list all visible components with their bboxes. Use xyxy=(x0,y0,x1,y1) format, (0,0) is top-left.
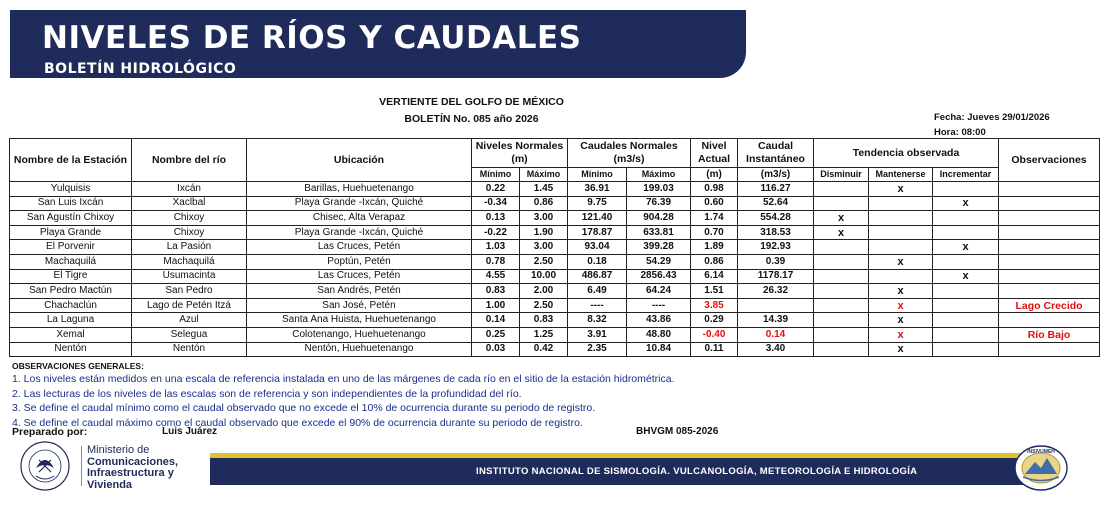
location-cell: San José, Petén xyxy=(247,298,472,313)
flow-min-cell: 121.40 xyxy=(568,211,627,226)
current-level-cell: 0.86 xyxy=(691,254,738,269)
station-cell: Playa Grande xyxy=(10,225,132,240)
river-cell: Selegua xyxy=(132,327,247,342)
page-title: NIVELES DE RÍOS Y CAUDALES xyxy=(42,20,582,56)
header-current-level: Nivel Actual xyxy=(691,139,738,168)
table-row xyxy=(10,269,1100,284)
header-level-min: Mínimo xyxy=(472,168,520,182)
trend-increase-cell xyxy=(933,254,999,269)
level-min-cell: -0.34 xyxy=(472,196,520,211)
location-cell: Poptún, Petén xyxy=(247,254,472,269)
current-level-cell: -0.40 xyxy=(691,327,738,342)
flow-min-cell: 486.87 xyxy=(568,269,627,284)
trend-increase-cell xyxy=(933,225,999,240)
station-cell: Machaquilá xyxy=(10,254,132,269)
table-row xyxy=(10,254,1100,269)
flow-max-cell: ---- xyxy=(627,298,691,313)
svg-text:INSIVUMEH: INSIVUMEH xyxy=(1027,449,1055,455)
observation-note-4: 4. Se define el caudal máximo como el caudal observado que excede el 90% de ocurrencia durante su periodo de registro. xyxy=(12,416,583,429)
station-cell: Nentón xyxy=(10,342,132,357)
header-decrease: Disminuir xyxy=(814,168,869,182)
flow-max-cell: 399.28 xyxy=(627,240,691,255)
instant-flow-cell: 554.28 xyxy=(738,211,814,226)
observation-cell xyxy=(999,196,1100,211)
table-row xyxy=(10,196,1100,211)
guatemala-seal-logo xyxy=(14,440,76,492)
level-min-cell: 0.13 xyxy=(472,211,520,226)
header-flows: Caudales Normales (m3/s) xyxy=(568,139,691,168)
bulletin-code: BHVGM 085-2026 xyxy=(636,426,719,437)
footer-bar xyxy=(210,458,1052,485)
instant-flow-cell: 116.27 xyxy=(738,182,814,197)
station-cell: San Luis Ixcán xyxy=(10,196,132,211)
trend-stay-cell xyxy=(869,269,933,284)
level-max-cell: 3.00 xyxy=(520,211,568,226)
river-cell: San Pedro xyxy=(132,284,247,299)
location-cell: Chisec, Alta Verapaz xyxy=(247,211,472,226)
trend-stay-cell xyxy=(869,240,933,255)
observation-cell xyxy=(999,284,1100,299)
station-cell: El Tigre xyxy=(10,269,132,284)
page-subtitle: BOLETÍN HIDROLÓGICO xyxy=(44,61,237,77)
current-level-cell: 0.70 xyxy=(691,225,738,240)
location-cell: Las Cruces, Petén xyxy=(247,240,472,255)
ministry-line-4: Vivienda xyxy=(87,478,133,491)
observations-heading: OBSERVACIONES GENERALES: xyxy=(12,361,144,371)
level-max-cell: 2.00 xyxy=(520,284,568,299)
station-cell: Yulquisis xyxy=(10,182,132,197)
flow-min-cell: 3.91 xyxy=(568,327,627,342)
trend-decrease-cell xyxy=(814,284,869,299)
instant-flow-cell: 1178.17 xyxy=(738,269,814,284)
trend-increase-cell xyxy=(933,327,999,342)
trend-decrease-cell xyxy=(814,254,869,269)
region-heading: VERTIENTE DEL GOLFO DE MÉXICO xyxy=(379,96,564,108)
observation-cell: Río Bajo xyxy=(999,327,1100,342)
observation-cell xyxy=(999,240,1100,255)
trend-stay-cell: x xyxy=(869,342,933,357)
table-row xyxy=(10,225,1100,240)
instant-flow-cell: 192.93 xyxy=(738,240,814,255)
trend-increase-cell: x xyxy=(933,269,999,284)
current-level-cell: 0.29 xyxy=(691,313,738,328)
flow-min-cell: 36.91 xyxy=(568,182,627,197)
trend-increase-cell xyxy=(933,298,999,313)
flow-max-cell: 48.80 xyxy=(627,327,691,342)
header-observations: Observaciones xyxy=(999,139,1100,182)
table-row xyxy=(10,298,1100,313)
level-max-cell: 0.42 xyxy=(520,342,568,357)
trend-decrease-cell: x xyxy=(814,211,869,226)
observation-cell: Lago Crecido xyxy=(999,298,1100,313)
prepared-by-name: Luis Juárez xyxy=(162,426,218,437)
header-levels: Niveles Normales (m) xyxy=(472,139,568,168)
level-min-cell: 0.25 xyxy=(472,327,520,342)
observation-cell xyxy=(999,254,1100,269)
level-max-cell: 10.00 xyxy=(520,269,568,284)
observation-cell xyxy=(999,269,1100,284)
trend-decrease-cell: x xyxy=(814,225,869,240)
observation-cell xyxy=(999,225,1100,240)
station-cell: El Porvenir xyxy=(10,240,132,255)
prepared-by-label: Preparado por: xyxy=(12,426,88,438)
level-max-cell: 3.00 xyxy=(520,240,568,255)
trend-decrease-cell xyxy=(814,182,869,197)
footer-gold-stripe xyxy=(210,453,1052,458)
level-min-cell: 1.03 xyxy=(472,240,520,255)
river-cell: Lago de Petén Itzá xyxy=(132,298,247,313)
header-flow-unit: (m3/s) xyxy=(738,168,814,182)
flow-min-cell: 8.32 xyxy=(568,313,627,328)
trend-decrease-cell xyxy=(814,269,869,284)
river-cell: Usumacinta xyxy=(132,269,247,284)
header-increase: Incrementar xyxy=(933,168,999,182)
trend-decrease-cell xyxy=(814,313,869,328)
flow-max-cell: 199.03 xyxy=(627,182,691,197)
trend-stay-cell: x xyxy=(869,313,933,328)
observation-note-1: 1. Los niveles están medidos en una escala de referencia instalada en uno de las márgenes de cada río en el sitio de la estación hidrométrica. xyxy=(12,373,675,385)
ministry-logo-text xyxy=(87,445,178,491)
instant-flow-cell: 52.64 xyxy=(738,196,814,211)
instant-flow-cell: 0.14 xyxy=(738,327,814,342)
level-max-cell: 0.86 xyxy=(520,196,568,211)
institute-name: INSTITUTO NACIONAL DE SISMOLOGÍA. VULCANOLOGÍA, METEOROLOGÍA E HIDROLOGÍA xyxy=(476,466,918,477)
trend-increase-cell: x xyxy=(933,196,999,211)
ministry-line-2: Comunicaciones, xyxy=(87,455,179,468)
station-cell: Chachaclún xyxy=(10,298,132,313)
river-cell: Chixoy xyxy=(132,211,247,226)
flow-min-cell: 2.35 xyxy=(568,342,627,357)
header-flow: Caudal Instantáneo xyxy=(738,139,814,168)
trend-decrease-cell xyxy=(814,298,869,313)
level-min-cell: 0.14 xyxy=(472,313,520,328)
trend-stay-cell xyxy=(869,211,933,226)
flow-min-cell: 6.49 xyxy=(568,284,627,299)
instant-flow-cell: 0.39 xyxy=(738,254,814,269)
bulletin-number: BOLETÍN No. 085 año 2026 xyxy=(404,113,539,125)
instant-flow-cell xyxy=(738,298,814,313)
table-row xyxy=(10,342,1100,357)
observation-cell xyxy=(999,211,1100,226)
instant-flow-cell: 14.39 xyxy=(738,313,814,328)
river-cell: Xaclbal xyxy=(132,196,247,211)
station-cell: San Agustín Chixoy xyxy=(10,211,132,226)
level-max-cell: 2.50 xyxy=(520,298,568,313)
insivumeh-logo xyxy=(1013,444,1069,492)
ministry-divider xyxy=(81,446,82,486)
station-cell: Xemal xyxy=(10,327,132,342)
flow-min-cell: ---- xyxy=(568,298,627,313)
flow-max-cell: 43.86 xyxy=(627,313,691,328)
instant-flow-cell: 3.40 xyxy=(738,342,814,357)
station-cell: San Pedro Mactún xyxy=(10,284,132,299)
river-cell: Nentón xyxy=(132,342,247,357)
location-cell: Playa Grande -Ixcán, Quiché xyxy=(247,196,472,211)
flow-max-cell: 54.29 xyxy=(627,254,691,269)
header-station: Nombre de la Estación xyxy=(10,139,132,182)
level-max-cell: 0.83 xyxy=(520,313,568,328)
header-location: Ubicación xyxy=(247,139,472,182)
header-trend: Tendencia observada xyxy=(814,139,999,168)
table-body xyxy=(10,182,1100,357)
trend-increase-cell xyxy=(933,342,999,357)
general-observations xyxy=(12,361,675,430)
instant-flow-cell: 318.53 xyxy=(738,225,814,240)
header-flow-min: Mínimo xyxy=(568,168,627,182)
current-level-cell: 3.85 xyxy=(691,298,738,313)
observation-cell xyxy=(999,313,1100,328)
flow-min-cell: 93.04 xyxy=(568,240,627,255)
observation-cell xyxy=(999,182,1100,197)
trend-stay-cell: x xyxy=(869,284,933,299)
current-level-cell: 6.14 xyxy=(691,269,738,284)
ministry-line-1: Ministerio de xyxy=(87,444,150,456)
current-level-cell: 1.89 xyxy=(691,240,738,255)
table-row xyxy=(10,211,1100,226)
river-cell: La Pasión xyxy=(132,240,247,255)
current-level-cell: 0.98 xyxy=(691,182,738,197)
trend-increase-cell: x xyxy=(933,240,999,255)
trend-stay-cell: x xyxy=(869,182,933,197)
current-level-cell: 1.74 xyxy=(691,211,738,226)
header-flow-max: Máximo xyxy=(627,168,691,182)
river-cell: Machaquilá xyxy=(132,254,247,269)
level-min-cell: 0.22 xyxy=(472,182,520,197)
table-row xyxy=(10,284,1100,299)
header-river: Nombre del río xyxy=(132,139,247,182)
flow-max-cell: 76.39 xyxy=(627,196,691,211)
bulletin-time: Hora: 08:00 xyxy=(934,127,986,138)
current-level-cell: 0.60 xyxy=(691,196,738,211)
header-stay: Mantenerse xyxy=(869,168,933,182)
flow-max-cell: 633.81 xyxy=(627,225,691,240)
level-min-cell: 4.55 xyxy=(472,269,520,284)
current-level-cell: 1.51 xyxy=(691,284,738,299)
table-row xyxy=(10,313,1100,328)
instant-flow-cell: 26.32 xyxy=(738,284,814,299)
table-row xyxy=(10,327,1100,342)
trend-increase-cell xyxy=(933,211,999,226)
level-max-cell: 1.90 xyxy=(520,225,568,240)
trend-increase-cell xyxy=(933,182,999,197)
level-max-cell: 1.25 xyxy=(520,327,568,342)
trend-stay-cell xyxy=(869,196,933,211)
river-levels-table xyxy=(9,138,1100,357)
header-level-unit: (m) xyxy=(691,168,738,182)
trend-increase-cell xyxy=(933,313,999,328)
flow-min-cell: 9.75 xyxy=(568,196,627,211)
trend-stay-cell: x xyxy=(869,254,933,269)
level-max-cell: 1.45 xyxy=(520,182,568,197)
table-row xyxy=(10,182,1100,197)
flow-max-cell: 10.84 xyxy=(627,342,691,357)
observation-cell xyxy=(999,342,1100,357)
level-max-cell: 2.50 xyxy=(520,254,568,269)
header-level-max: Máximo xyxy=(520,168,568,182)
level-min-cell: 0.78 xyxy=(472,254,520,269)
header-banner xyxy=(10,10,746,78)
river-cell: Azul xyxy=(132,313,247,328)
trend-decrease-cell xyxy=(814,342,869,357)
table-row xyxy=(10,240,1100,255)
location-cell: Las Cruces, Petén xyxy=(247,269,472,284)
location-cell: Nentón, Huehuetenango xyxy=(247,342,472,357)
flow-max-cell: 2856.43 xyxy=(627,269,691,284)
trend-decrease-cell xyxy=(814,240,869,255)
level-min-cell: 0.03 xyxy=(472,342,520,357)
trend-increase-cell xyxy=(933,284,999,299)
location-cell: Santa Ana Huista, Huehuetenango xyxy=(247,313,472,328)
trend-stay-cell: x xyxy=(869,298,933,313)
river-cell: Chixoy xyxy=(132,225,247,240)
flow-max-cell: 904.28 xyxy=(627,211,691,226)
trend-decrease-cell xyxy=(814,196,869,211)
trend-decrease-cell xyxy=(814,327,869,342)
observation-note-2: 2. Las lecturas de los niveles de las escalas son de referencia y son independientes de la profundidad del río. xyxy=(12,387,522,400)
trend-stay-cell: x xyxy=(869,327,933,342)
location-cell: Playa Grande -Ixcán, Quiché xyxy=(247,225,472,240)
current-level-cell: 0.11 xyxy=(691,342,738,357)
location-cell: Barillas, Huehuetenango xyxy=(247,182,472,197)
bulletin-date: Fecha: Jueves 29/01/2026 xyxy=(934,112,1050,123)
observation-note-3: 3. Se define el caudal mínimo como el caudal observado que no excede el 10% de ocurrencia durante su periodo de registro. xyxy=(12,402,596,414)
location-cell: San Andrés, Petén xyxy=(247,284,472,299)
level-min-cell: 0.83 xyxy=(472,284,520,299)
location-cell: Colotenango, Huehuetenango xyxy=(247,327,472,342)
level-min-cell: 1.00 xyxy=(472,298,520,313)
flow-min-cell: 0.18 xyxy=(568,254,627,269)
flow-max-cell: 64.24 xyxy=(627,284,691,299)
level-min-cell: -0.22 xyxy=(472,225,520,240)
flow-min-cell: 178.87 xyxy=(568,225,627,240)
trend-stay-cell xyxy=(869,225,933,240)
station-cell: La Laguna xyxy=(10,313,132,328)
river-cell: Ixcán xyxy=(132,182,247,197)
ministry-line-3: Infraestructura y xyxy=(87,467,174,479)
